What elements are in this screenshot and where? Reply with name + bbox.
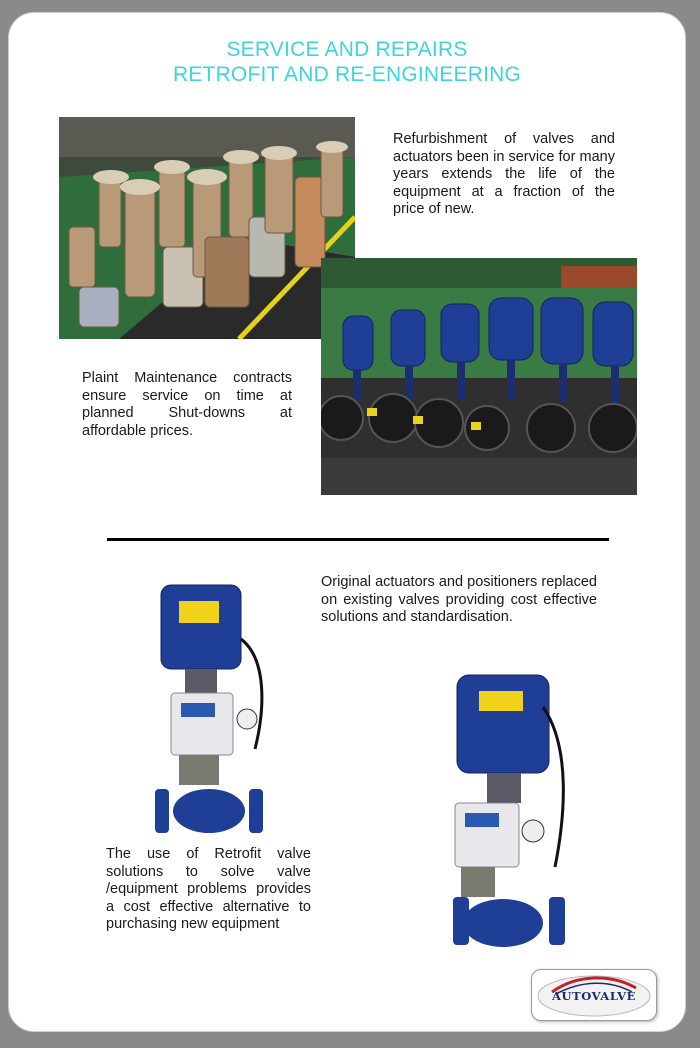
title-line-2: RETROFIT AND RE-ENGINEERING <box>172 63 522 86</box>
section-divider <box>107 538 609 541</box>
retrofit-valve-photo-left <box>149 579 273 837</box>
logo-text: AUTOVALVE <box>551 989 637 1003</box>
original-actuators-text: Original actuators and positioners replaced on existing valves providing cost effective solutions and standardisation. <box>321 574 597 625</box>
title-line-1: SERVICE AND REPAIRS <box>226 38 468 61</box>
autovalve-logo <box>531 969 657 1021</box>
blue-actuators-photo <box>321 258 637 495</box>
maintenance-text: Plaint Maintenance contracts ensure service on time at planned Shut-downs at affordable prices. <box>82 370 292 439</box>
page-title <box>9 37 685 87</box>
retrofit-valve-photo-right <box>447 667 571 951</box>
refurbished-valves-photo <box>59 117 355 339</box>
retrofit-text: The use of Retrofit valve solutions to solve valve /equipment problems provides a cost effective alternative to purchasing new equipment <box>106 846 311 932</box>
refurbishment-text: Refurbishment of valves and actuators been in service for many years extends the life of the equipment at a fraction of the price of new. <box>393 131 615 217</box>
brochure-page <box>8 12 686 1032</box>
